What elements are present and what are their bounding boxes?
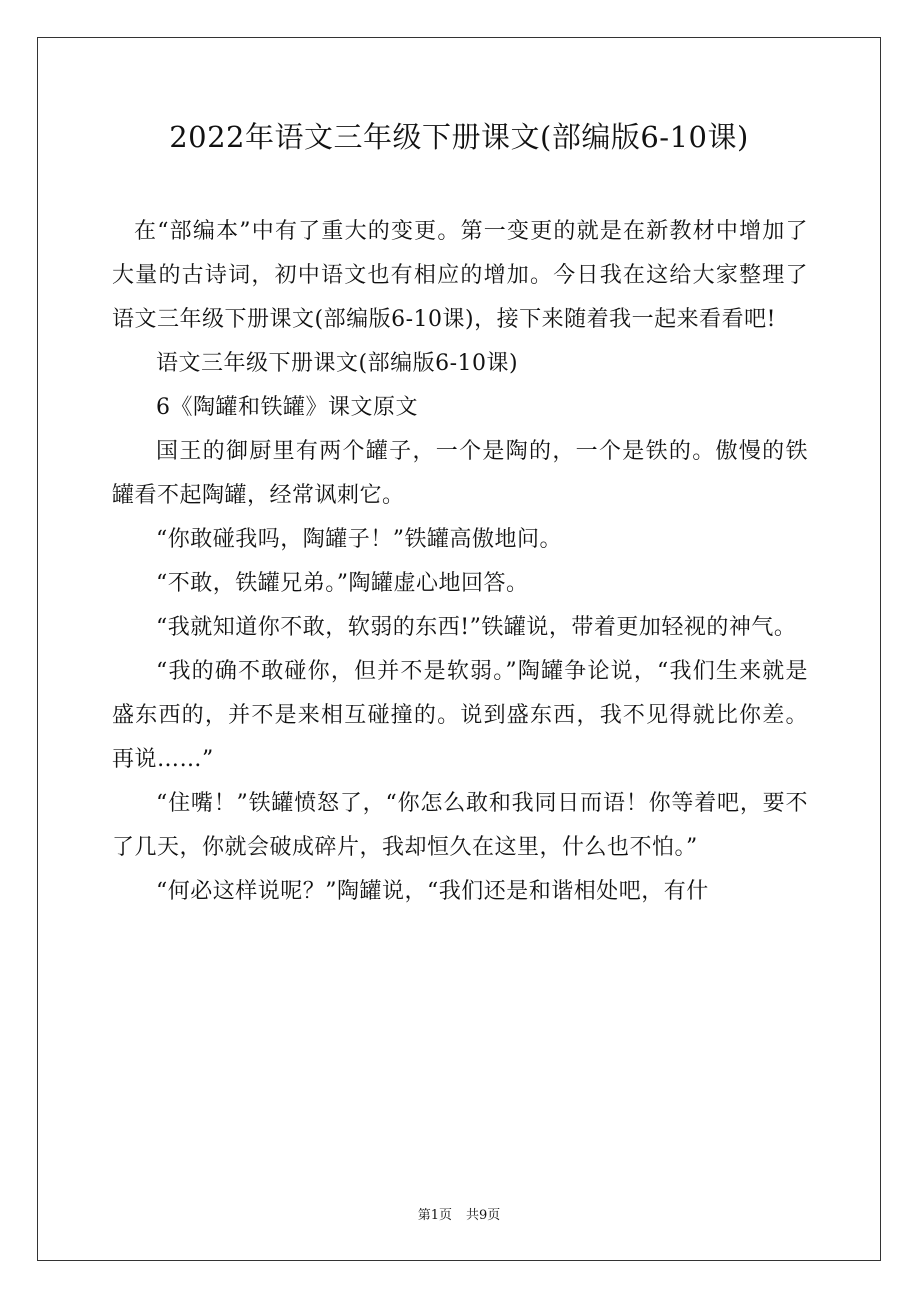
page-total: 共9页: [466, 1208, 501, 1223]
paragraph: “何必这样说呢？”陶罐说，“我们还是和谐相处吧，有什: [156, 879, 709, 904]
page-number: 第1页: [417, 1208, 452, 1223]
paragraph: “我的确不敢碰你，但并不是软弱。”陶罐争论说，“我们生来就是盛东西的，并不是来相互碰撞的。说到盛东西，我不见得就比你差。再说……”: [112, 659, 808, 772]
paragraph: “不敢，铁罐兄弟。”陶罐虚心地回答。: [156, 571, 529, 596]
lesson-heading: 6《陶罐和铁罐》课文原文: [156, 395, 418, 420]
document-body: [112, 210, 808, 914]
intro-paragraph: 在“部编本”中有了重大的变更。第一变更的就是在新教材中增加了大量的古诗词，初中语文也有相应的增加。今日我在这给大家整理了语文三年级下册课文(部编版6-10课)，接下来随着我一起来看看吧!: [112, 219, 808, 332]
paragraph: “你敢碰我吗，陶罐子！”铁罐高傲地问。: [156, 527, 562, 552]
section-heading: 语文三年级下册课文(部编版6-10课): [156, 351, 519, 376]
paragraph: “住嘴！”铁罐愤怒了，“你怎么敢和我同日而语！你等着吧，要不了几天，你就会破成碎片，我却恒久在这里，什么也不怕。”: [112, 791, 808, 860]
document-title: 2022年语文三年级下册课文(部编版6-10课): [169, 120, 749, 154]
page-footer: [37, 1206, 881, 1226]
paragraph: “我就知道你不敢，软弱的东西!”铁罐说，带着更加轻视的神气。: [156, 615, 797, 640]
paragraph: 国王的御厨里有两个罐子，一个是陶的，一个是铁的。傲慢的铁罐看不起陶罐，经常讽刺它。: [112, 439, 808, 508]
